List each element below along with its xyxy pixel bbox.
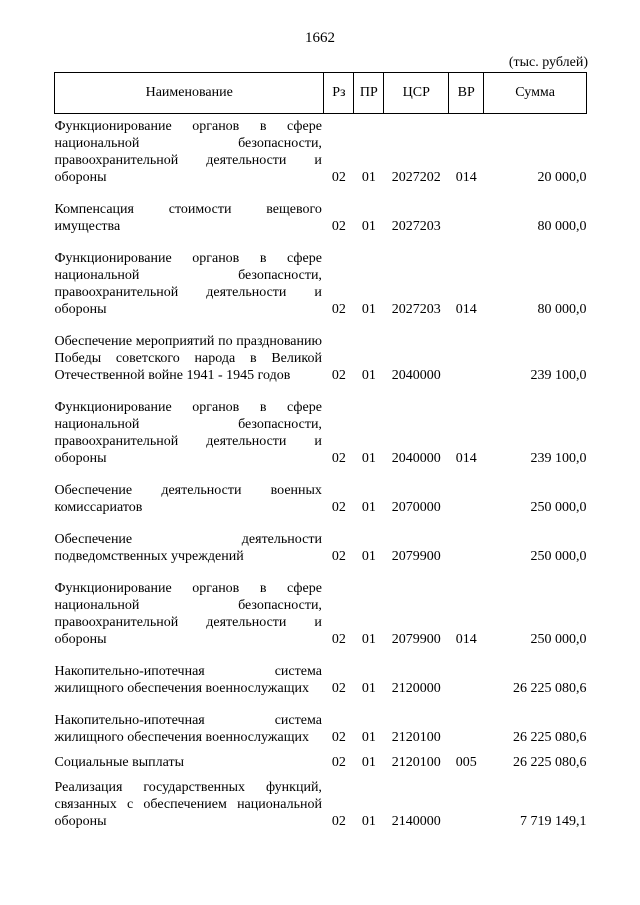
- row-spacer: [55, 384, 587, 399]
- cell-name: Функционирование органов в сфере национальной безопасности, правоохранительной деятельности и обороны: [54, 251, 322, 317]
- units-label: (тыс. рублей): [508, 55, 588, 70]
- table-row: [55, 201, 587, 235]
- row-spacer: [55, 746, 587, 754]
- table-body: [55, 114, 587, 831]
- cell-vr: [449, 712, 484, 746]
- row-spacer-cell: [55, 697, 587, 712]
- cell-rz: 02: [331, 814, 346, 829]
- cell-pr: 01: [361, 730, 376, 745]
- cell-csr: 2027202: [391, 170, 441, 185]
- row-spacer-cell: [55, 318, 587, 333]
- row-spacer: [55, 516, 587, 531]
- cell-rz: 02: [331, 302, 346, 317]
- cell-rz: 02: [331, 549, 346, 564]
- cell-sum: 80 000,0: [537, 219, 587, 234]
- cell-vr: [449, 663, 484, 697]
- cell-vr: [449, 531, 484, 565]
- header-pr: ПР: [354, 73, 384, 114]
- header-name: Наименование: [55, 73, 324, 114]
- cell-csr: 2040000: [391, 368, 441, 383]
- cell-vr: 014: [455, 302, 477, 317]
- cell-rz: 02: [331, 451, 346, 466]
- row-spacer-cell: [55, 565, 587, 580]
- cell-pr: 01: [361, 814, 376, 829]
- cell-csr: 2027203: [391, 302, 441, 317]
- cell-sum: 250 000,0: [530, 549, 587, 564]
- cell-vr: 014: [455, 632, 477, 647]
- row-spacer-cell: [55, 746, 587, 754]
- cell-name: Функционирование органов в сфере национальной безопасности, правоохранительной деятельности и обороны: [54, 581, 322, 647]
- cell-sum: 20 000,0: [537, 170, 587, 185]
- row-spacer-cell: [55, 648, 587, 663]
- cell-name: Обеспечение деятельности военных комиссариатов: [54, 483, 322, 515]
- table-row: [55, 779, 587, 830]
- row-spacer-cell: [55, 467, 587, 482]
- header-csr: ЦСР: [384, 73, 449, 114]
- cell-csr: 2079900: [391, 549, 441, 564]
- row-spacer-cell: [55, 771, 587, 779]
- table-row: [55, 531, 587, 565]
- cell-pr: 01: [361, 500, 376, 515]
- cell-sum: 239 100,0: [530, 368, 587, 383]
- cell-vr: 005: [455, 755, 477, 770]
- cell-pr: 01: [361, 632, 376, 647]
- cell-pr: 01: [361, 549, 376, 564]
- table-row: [55, 118, 587, 186]
- cell-csr: 2027203: [391, 219, 441, 234]
- cell-sum: 26 225 080,6: [513, 730, 587, 745]
- cell-name: Обеспечение деятельности подведомственных учреждений: [54, 532, 322, 564]
- header-sum: Сумма: [484, 73, 587, 114]
- cell-csr: 2120100: [391, 730, 441, 745]
- table-row: [55, 399, 587, 467]
- row-spacer-cell: [55, 384, 587, 399]
- cell-vr: 014: [455, 170, 477, 185]
- cell-vr: 014: [455, 451, 477, 466]
- cell-pr: 01: [361, 368, 376, 383]
- cell-pr: 01: [361, 170, 376, 185]
- table-row: [55, 333, 587, 384]
- table-row: [55, 482, 587, 516]
- cell-rz: 02: [331, 219, 346, 234]
- cell-name: Компенсация стоимости вещевого имущества: [54, 202, 322, 234]
- cell-vr: [449, 333, 484, 384]
- cell-name: Накопительно-ипотечная система жилищного обеспечения военнослужащих: [54, 713, 322, 745]
- cell-rz: 02: [331, 632, 346, 647]
- cell-rz: 02: [331, 755, 346, 770]
- cell-pr: 01: [361, 681, 376, 696]
- cell-rz: 02: [331, 368, 346, 383]
- cell-vr: [449, 201, 484, 235]
- row-spacer-cell: [55, 516, 587, 531]
- table-row: [55, 580, 587, 648]
- cell-name: Социальные выплаты: [54, 755, 185, 770]
- row-spacer: [55, 771, 587, 779]
- cell-sum: 250 000,0: [530, 500, 587, 515]
- row-spacer: [55, 235, 587, 250]
- row-spacer: [55, 565, 587, 580]
- cell-csr: 2120000: [391, 681, 441, 696]
- header-rz: Рз: [324, 73, 354, 114]
- cell-sum: 26 225 080,6: [513, 755, 587, 770]
- cell-csr: 2140000: [391, 814, 441, 829]
- cell-name: Функционирование органов в сфере национальной безопасности, правоохранительной деятельности и обороны: [54, 119, 322, 185]
- cell-csr: 2120100: [391, 755, 441, 770]
- cell-sum: 250 000,0: [530, 632, 587, 647]
- row-spacer: [55, 648, 587, 663]
- table-row: [55, 754, 587, 771]
- cell-sum: 26 225 080,6: [513, 681, 587, 696]
- table-row: [55, 712, 587, 746]
- cell-pr: 01: [361, 755, 376, 770]
- cell-csr: 2079900: [391, 632, 441, 647]
- cell-name: Накопительно-ипотечная система жилищного обеспечения военнослужащих: [54, 664, 322, 696]
- row-spacer: [55, 697, 587, 712]
- row-spacer: [55, 186, 587, 201]
- budget-table: [54, 72, 587, 830]
- cell-vr: [449, 779, 484, 830]
- cell-csr: 2040000: [391, 451, 441, 466]
- cell-sum: 7 719 149,1: [520, 814, 587, 829]
- row-spacer-cell: [55, 186, 587, 201]
- row-spacer: [55, 318, 587, 333]
- cell-rz: 02: [331, 681, 346, 696]
- cell-sum: 239 100,0: [530, 451, 587, 466]
- row-spacer-cell: [55, 235, 587, 250]
- cell-sum: 80 000,0: [537, 302, 587, 317]
- cell-rz: 02: [331, 730, 346, 745]
- cell-name: Реализация государственных функций, связанных с обеспечением национальной обороны: [54, 780, 322, 829]
- cell-csr: 2070000: [391, 500, 441, 515]
- cell-rz: 02: [331, 500, 346, 515]
- cell-name: Обеспечение мероприятий по празднованию Победы советского народа в Великой Отечественной войне 1941 - 1945 годов: [54, 334, 322, 383]
- cell-pr: 01: [361, 451, 376, 466]
- cell-rz: 02: [331, 170, 346, 185]
- row-spacer: [55, 467, 587, 482]
- header-vr: ВР: [449, 73, 484, 114]
- cell-pr: 01: [361, 219, 376, 234]
- cell-name: Функционирование органов в сфере национальной безопасности, правоохранительной деятельности и обороны: [54, 400, 322, 466]
- cell-vr: [449, 482, 484, 516]
- cell-pr: 01: [361, 302, 376, 317]
- page-number: 1662: [305, 30, 335, 46]
- table-row: [55, 250, 587, 318]
- table-header-row: [55, 73, 587, 114]
- table-row: [55, 663, 587, 697]
